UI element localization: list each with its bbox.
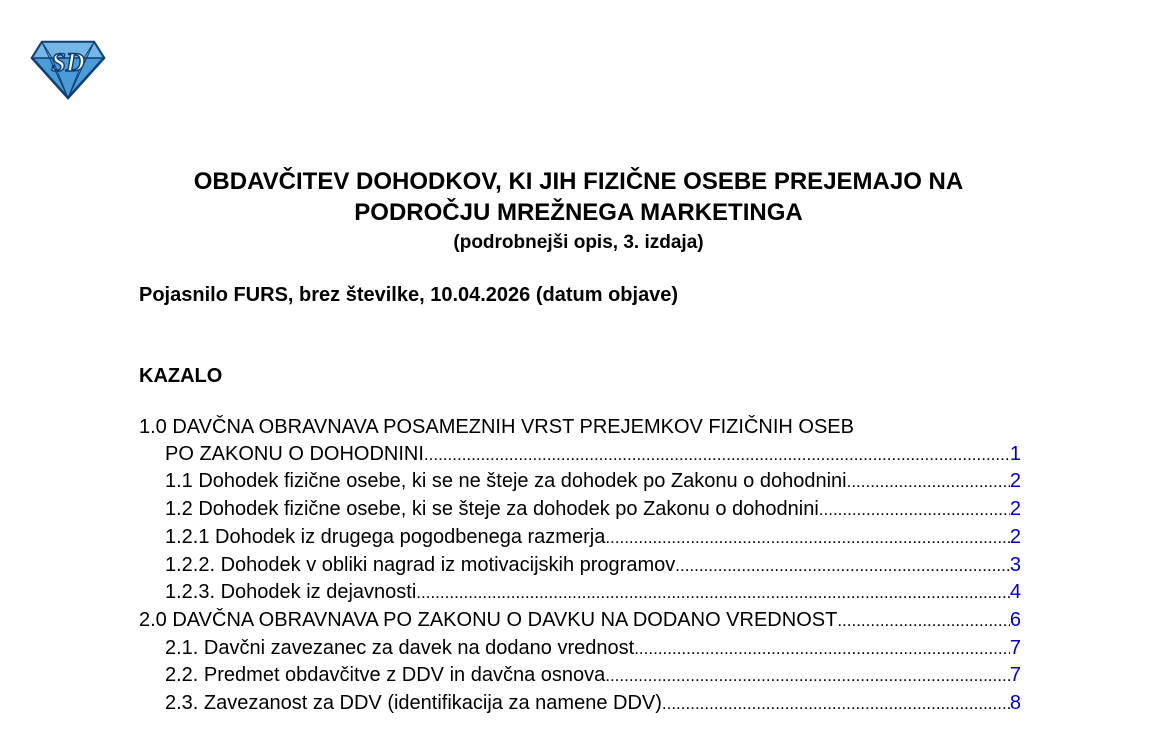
toc-entry-text: 1.1 Dohodek fizične osebe, ki se ne šteje za dohodek po Zakonu o dohodnini xyxy=(165,470,847,493)
toc-page-link[interactable]: 3 xyxy=(1009,553,1021,576)
document-title-line2: PODROČJU MREŽNEGA MARKETINGA xyxy=(354,199,803,226)
toc-page-link[interactable]: 7 xyxy=(1009,636,1021,659)
toc-entry-1-2-1[interactable] xyxy=(139,524,1021,552)
toc-leader xyxy=(847,469,1010,496)
toc-entry-2-2[interactable] xyxy=(139,662,1021,690)
document-reference: Pojasnilo FURS, brez številke, 10.04.2026 (datum objave) xyxy=(139,284,679,306)
sd-logo-text: SD xyxy=(51,48,85,77)
toc-entry-2-1[interactable] xyxy=(139,635,1021,663)
toc-page-link[interactable]: 8 xyxy=(1009,692,1021,715)
toc-entry-text: 2.1. Davčni zavezanec za davek na dodano vrednost xyxy=(165,636,635,659)
toc-leader xyxy=(605,525,1010,552)
toc-page-link[interactable]: 7 xyxy=(1009,664,1021,687)
toc-entry-text: 1.2.3. Dohodek iz dejavnosti xyxy=(165,581,417,604)
toc-entry-1-2-2[interactable] xyxy=(139,552,1021,580)
toc-entry-1-2-3[interactable] xyxy=(139,579,1021,607)
toc-entry-text: 1.2 Dohodek fizične osebe, ki se šteje za dohodek po Zakonu o dohodnini xyxy=(165,498,819,521)
toc-entry-1[interactable] xyxy=(139,441,1021,469)
toc-entry-text: 1.2.1 Dohodek iz drugega pogodbenega razmerja xyxy=(165,525,606,548)
toc-page-link[interactable]: 2 xyxy=(1009,498,1021,521)
toc-entry-text: 2.2. Predmet obdavčitve z DDV in davčna osnova xyxy=(165,664,606,687)
toc-entry-2[interactable] xyxy=(139,607,1021,635)
toc-page-link[interactable]: 2 xyxy=(1009,525,1021,548)
document-title-block xyxy=(0,166,1157,257)
toc-heading: KAZALO xyxy=(139,365,223,387)
toc-leader xyxy=(675,553,1010,580)
toc-leader xyxy=(634,636,1010,663)
toc-page-link[interactable]: 4 xyxy=(1009,581,1021,604)
toc-entry-1-1[interactable] xyxy=(139,468,1021,496)
toc-page-link[interactable]: 1 xyxy=(1009,442,1021,465)
toc-leader xyxy=(605,663,1010,690)
toc-page-link[interactable]: 2 xyxy=(1009,470,1021,493)
toc-leader xyxy=(424,442,1010,469)
sd-logo-icon xyxy=(30,38,106,102)
toc-leader xyxy=(662,691,1010,718)
toc-leader xyxy=(819,497,1010,524)
table-of-contents xyxy=(139,414,1021,718)
toc-entry-1-2[interactable] xyxy=(139,496,1021,524)
document-title-line1: OBDAVČITEV DOHODKOV, KI JIH FIZIČNE OSEBE PREJEMAJO NA xyxy=(193,168,964,195)
toc-entry-text: 2.0 DAVČNA OBRAVNAVA PO ZAKONU O DAVKU NA DODANO VREDNOST xyxy=(139,608,838,631)
document-subtitle: (podrobnejši opis, 3. izdaja) xyxy=(453,232,704,253)
toc-entry-text: PO ZAKONU O DOHODNINI xyxy=(165,442,424,465)
toc-page-link[interactable]: 6 xyxy=(1009,608,1021,631)
toc-entry-text: 1.2.2. Dohodek v obliki nagrad iz motivacijskih programov xyxy=(165,553,676,576)
toc-leader xyxy=(837,608,1010,635)
toc-entry-2-3[interactable] xyxy=(139,690,1021,718)
toc-leader xyxy=(416,580,1010,607)
toc-entry-1-line1[interactable]: 1.0 DAVČNA OBRAVNAVA POSAMEZNIH VRST PREJEMKOV FIZIČNIH OSEB xyxy=(139,416,854,438)
toc-entry-text: 2.3. Zavezanost za DDV (identifikacija za namene DDV) xyxy=(165,692,662,715)
